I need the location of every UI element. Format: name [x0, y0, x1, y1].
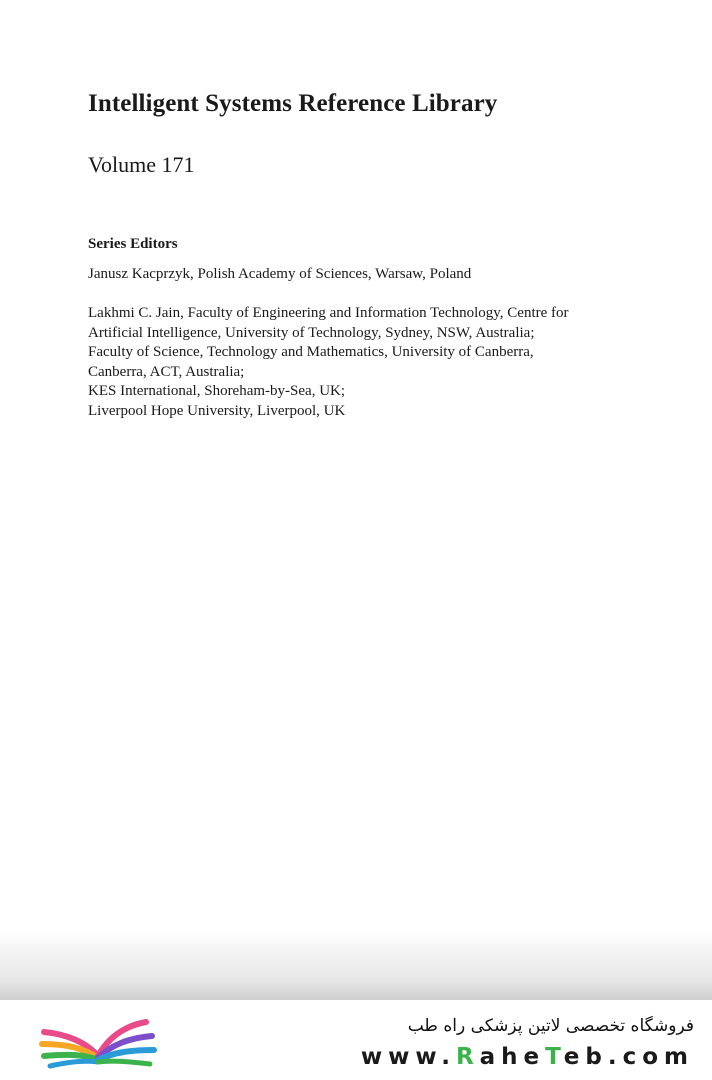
editor-affiliation-line: Liverpool Hope University, Liverpool, UK — [88, 402, 346, 419]
series-editors-heading: Series Editors — [88, 236, 178, 252]
url-letter-t: T — [545, 1044, 564, 1070]
url-middle: ahe — [479, 1044, 546, 1070]
store-url[interactable] — [361, 1044, 694, 1070]
url-suffix: eb.com — [563, 1044, 694, 1070]
series-editor-jain — [88, 304, 569, 421]
volume-number: Volume 171 — [88, 152, 195, 177]
url-letter-r: R — [455, 1044, 480, 1070]
editor-affiliation-line: Faculty of Science, Technology and Mathematics, University of Canberra, — [88, 344, 534, 360]
series-title: Intelligent Systems Reference Library — [88, 90, 498, 117]
editor-affiliation-line: Artificial Intelligence, University of Technology, Sydney, NSW, Australia; — [88, 324, 535, 341]
page-shadow — [0, 930, 712, 1002]
editor-affiliation-line: Canberra, ACT, Australia; — [88, 363, 245, 380]
editor-affiliation-line: KES International, Shoreham-by-Sea, UK; — [88, 383, 346, 399]
series-editor-kacprzyk — [88, 265, 471, 285]
store-footer-banner — [0, 1000, 712, 1080]
open-book-rainbow-icon — [36, 1012, 160, 1072]
editor-affiliation-line: Lakhmi C. Jain, Faculty of Engineering and Information Technology, Centre for — [88, 305, 569, 321]
url-prefix: www. — [360, 1044, 456, 1070]
editor-affiliation-line: Janusz Kacprzyk, Polish Academy of Sciences, Warsaw, Poland — [88, 266, 472, 282]
store-name: فروشگاه تخصصی لاتین پزشکی راه طب — [407, 1016, 694, 1036]
